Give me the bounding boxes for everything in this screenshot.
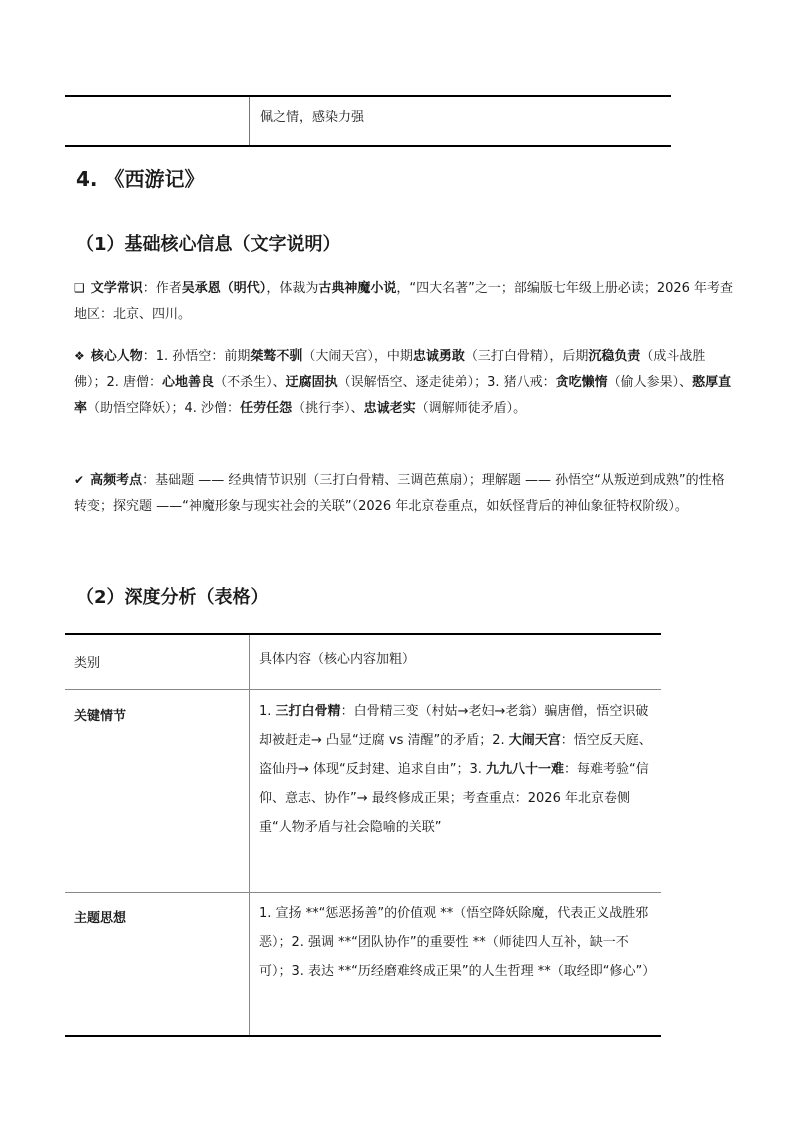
table-row-divider: [65, 689, 661, 690]
characters-label: 核心人物: [90, 349, 143, 364]
table-row-content-plot: 1. 三打白骨精：白骨精三变（村姑→老妇→老翁）骗唐僧，悟空识破却被赶走→ 凸显“迂腐 vs 清醒”的矛盾；2. 大闹天宫：悟空反天庭、盗仙丹→ 体现“反封建、追求自由”；3. 九九八十一难：每难考验“信仰、意志、协作”→ 最终修成正果；考查重点：2026 年北京卷侧重“人物矛盾与社会隐喻的关联”: [259, 704, 652, 835]
diamond-icon: ❖: [74, 349, 85, 363]
exam-points-paragraph: ✔ 高频考点：基础题 —— 经典情节识别（三打白骨精、三调芭蕉扇）；理解题 —— 孙悟空“从叛逆到成熟”的性格转变；探究题 ——“神魔形象与现实社会的关联”（2026 年北京卷重点，如妖怪背后的神仙象征特权阶级）。: [74, 473, 725, 514]
table-header-content: 具体内容（核心内容加粗）: [259, 652, 416, 667]
table-column-divider: [249, 97, 250, 145]
analysis-table: [65, 633, 661, 1037]
table-cell: 佩之情，感染力强: [260, 110, 365, 125]
checkmark-icon: ✔: [74, 473, 85, 487]
literary-label: 文学常识: [90, 281, 143, 296]
checkbox-icon: ❑: [74, 281, 85, 295]
table-row-content-theme: 1. 宣扬 **“惩恶扬善”的价值观 **（悟空降妖除魔，代表正义战胜邪恶）；2. 强调 **“团队协作”的重要性 **（师徒四人互补，缺一不可）；3. 表达 **“历经磨难终成正果”的人生哲理 **（取经即“修心”）: [259, 906, 656, 979]
section-title: 4. 《西游记》: [76, 167, 205, 191]
table-header-category: 类别: [74, 656, 101, 671]
table-row-label-theme: 主题思想: [74, 911, 127, 926]
exam-label: 高频考点: [90, 473, 143, 488]
core-characters-paragraph: ❖ 核心人物：1. 孙悟空：前期桀骜不驯（大闹天宫），中期忠诚勇敢（三打白骨精），后期沉稳负责（成斗战胜佛）；2. 唐僧：心地善良（不杀生）、迂腐固执（误解悟空、逐走徒弟）；3. 猪八戒：贪吃懒惰（偷人参果）、憨厚直率（助悟空降妖）；4. 沙僧：任劳任怨（挑行李）、忠诚老实（调解师徒矛盾）。: [74, 349, 732, 416]
top-table-fragment: [65, 95, 671, 147]
table-row-label-plot: 关键情节: [74, 709, 127, 724]
subsection-title-basic-info: （1）基础核心信息（文字说明）: [76, 234, 341, 255]
table-row-divider: [65, 892, 661, 893]
subsection-title-deep-analysis: （2）深度分析（表格）: [76, 587, 269, 608]
literary-knowledge-paragraph: ❑ 文学常识：作者吴承恩（明代），体裁为古典神魔小说，“四大名著”之一；部编版七年级上册必读；2026 年考查地区：北京、四川。: [74, 281, 734, 322]
table-column-divider: [249, 635, 250, 1035]
